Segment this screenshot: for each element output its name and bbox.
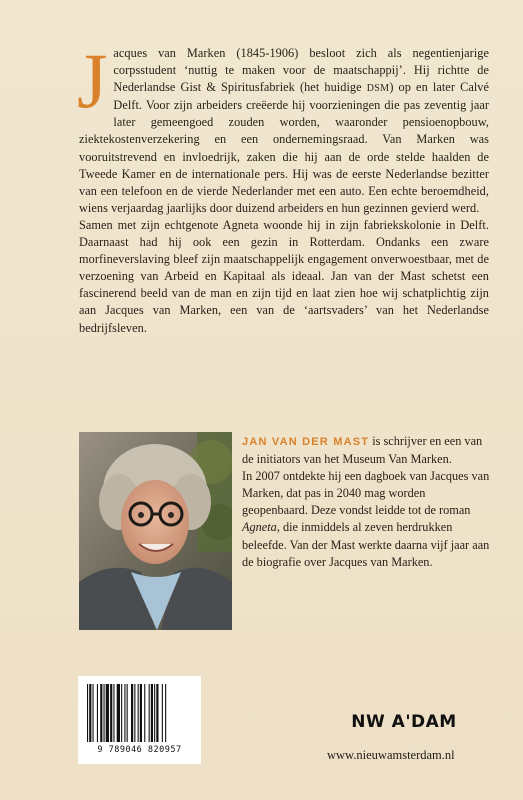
- bio-text: , die inmiddels al zeven herdrukken beleefde. Van der Mast werkte daarna vijf jaar aan de biografie over Jacques van Marken.: [242, 520, 490, 569]
- barcode-bar: [127, 684, 128, 742]
- barcode-bar: [144, 684, 145, 742]
- bio-paragraph-1: [242, 433, 492, 468]
- drop-cap: J: [77, 37, 108, 124]
- barcode-bar: [93, 684, 94, 742]
- author-name: JAN VAN DER MAST: [242, 436, 370, 448]
- barcode-bar: [97, 684, 98, 742]
- barcode-digits: 9 789046 820957: [97, 745, 182, 755]
- blurb-paragraph-2: Samen met zijn echtgenote Agneta woonde hij in zijn fabriekskolonie in Delft. Daarnaast had hij ook een gezin in Rotterdam. Ondanks een zware morfineverslaving bleef zijn maatschappelijk engagement onverwoestbaar, met de verzoening van Arbeid en Kapitaal als ideaal. Jan van der Mast schetst een fascinerend beeld van de man en zijn tijd en laat zien hoe wij schatplichtig zijn aan Jacques van Marken, een van de ‘aartsvaders’ van het Nederlandse bedrijfsleven.: [79, 217, 489, 335]
- barcode-bar: [151, 684, 153, 742]
- barcode-bar: [113, 684, 114, 742]
- barcode-bar: [138, 684, 139, 742]
- novel-title: Agneta: [242, 520, 277, 535]
- author-photo: [79, 432, 232, 630]
- barcode-bar: [117, 684, 120, 742]
- barcode-bar: [106, 684, 109, 742]
- barcode-bar: [162, 684, 163, 742]
- barcode-bar: [134, 684, 135, 742]
- bio-text: is schrijver en een van de initiators van het Museum Van Marken.: [242, 434, 483, 467]
- blurb-text: ) op en later Calvé Delft. Voor zijn arbeiders creëerde hij voorzieningen die pas zeventig jaar later gemeengoed zouden worden, waaronder pensioenopbouw, ziektekostenverzekering en een ondernemingsraad. Van Marken was vooruitstrevend en invloedrijk, zaken die hij aan de orde stelde haalden de Tweede Kamer en de internationale pers. Hij was de eerste Nederlandse bezitter van een telefoon en de vierde Nederlander met een auto. Een echte beroemdheid, wiens verjaardag jaarlijks door duizend arbeiders en hun gezinnen gevierd werd.: [79, 80, 489, 215]
- barcode-bars: [86, 684, 193, 744]
- bio-paragraph-2: [242, 468, 492, 571]
- barcode-bar: [165, 684, 166, 742]
- barcode-bar: [100, 684, 102, 742]
- barcode-bar: [140, 684, 142, 742]
- barcode-bar: [124, 684, 125, 742]
- bio-text: In 2007 ontdekte hij een dagboek van Jacques van Marken, dat pas in 2040 mag worden geopenbaard. Deze vondst leidde tot de roman: [242, 469, 490, 518]
- publisher-logo: NW A'DAM: [351, 712, 457, 732]
- barcode-bar: [87, 684, 88, 742]
- barcode-bar: [89, 684, 91, 742]
- blurb-text: acques van Marken (1845-1906) besloot zich als negentienjarige corpsstudent ‘nuttig te maken voor de maatschappij’. Hij richtte de Nederlandse Gist & Spiritusfabriek (het huidige: [113, 46, 489, 95]
- blurb-abbrev: DSM: [366, 83, 390, 95]
- author-portrait-image: [79, 432, 232, 630]
- barcode-bar: [121, 684, 122, 742]
- barcode-bar: [156, 684, 158, 742]
- barcode-bar: [154, 684, 155, 742]
- isbn-barcode: [78, 676, 201, 764]
- book-blurb: [77, 37, 489, 337]
- publisher-website: www.nieuwamsterdam.nl: [327, 748, 455, 762]
- barcode-bar: [104, 684, 105, 742]
- barcode-bar: [110, 684, 112, 742]
- barcode-bar: [149, 684, 150, 742]
- barcode-bar: [131, 684, 133, 742]
- blurb-paragraph-1: [77, 37, 489, 217]
- author-bio: [242, 433, 492, 571]
